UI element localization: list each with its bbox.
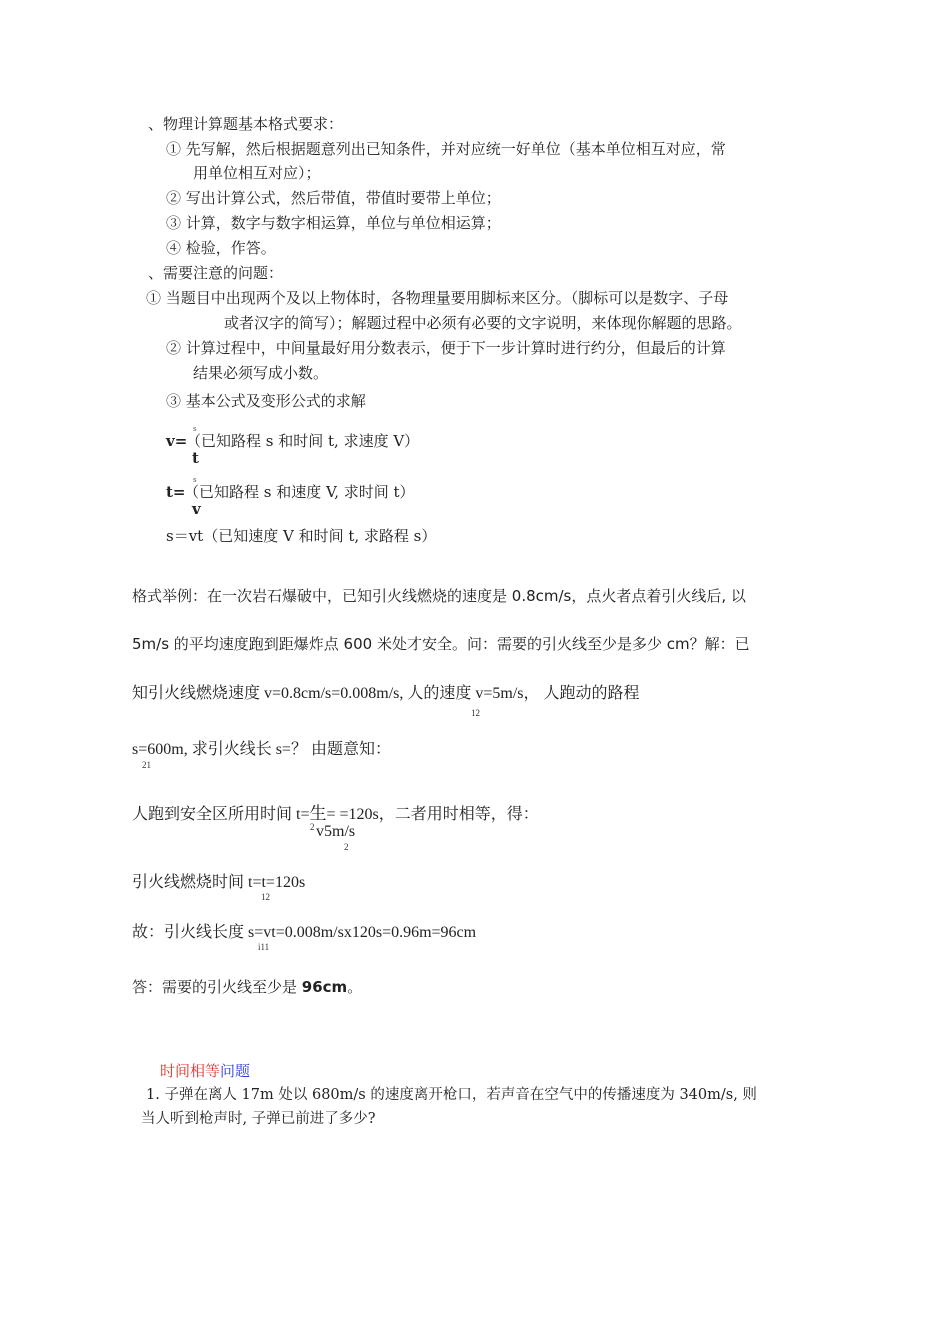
example-line-5-part-b: = =120s，二者用时相等，得： xyxy=(326,806,539,823)
example-line-5-part-a: 人跑到安全区所用时间 t= xyxy=(132,806,310,823)
example-answer-value: 96cm xyxy=(301,978,348,996)
section1-item-4: ④ 检验，作答。 xyxy=(166,239,276,257)
problem-1-line-1: 1. 子弹在离人 17m 处以 680m/s 的速度离开枪口，若声音在空气中的传播速度为 340m/s, 则 xyxy=(146,1087,757,1103)
section2-item-2-cont: 结果必须写成小数。 xyxy=(193,364,329,382)
section1-item-3: ③ 计算，数字与数字相运算，单位与单位相运算； xyxy=(166,214,501,232)
example-line-5-superscript: 2 xyxy=(310,822,315,832)
formula-v-numerator: s xyxy=(193,425,197,433)
section2-item-1: ① 当题目中出现两个及以上物体时，各物理量要用脚标来区分。（脚标可以是数字、子母 xyxy=(146,289,729,307)
example-answer-post: 。 xyxy=(347,978,363,996)
example-line-4-subscript: 21 xyxy=(142,760,151,770)
example-line-3: 知引火线燃烧速度 v=0.8cm/s=0.008m/s, 人的速度 v=5m/s， 人跑动的路程 xyxy=(132,685,640,702)
example-line-1: 格式举例：在一次岩石爆破中，已知引火线燃烧的速度是 0.8cm/s，点火者点着引火线后, 以 xyxy=(132,587,746,605)
section1-item-2: ② 写出计算公式，然后带值，带值时要带上单位； xyxy=(166,189,501,207)
example-line-6-subscript: 12 xyxy=(261,892,270,902)
example-answer xyxy=(132,978,362,996)
example-line-6: 引火线燃烧时间 t=t=120s xyxy=(132,874,306,891)
formula-t-lhs: t= xyxy=(166,483,186,501)
problems-title xyxy=(160,1062,250,1080)
section1-item-1: ① 先写解，然后根据题意列出已知条件，并对应统一好单位（基本单位相互对应，常 xyxy=(166,140,726,158)
formula-t-description: （已知路程 s 和速度 V, 求时间 t） xyxy=(184,483,415,501)
example-line-7: 故：引火线长度 s=vt=0.008m/sx120s=0.96m=96cm xyxy=(132,924,477,941)
example-line-5-denominator: v5m/s xyxy=(316,823,356,840)
example-line-2: 5m/s 的平均速度跑到距爆炸点 600 米处才安全。问：需要的引火线至少是多少 cm？解：已 xyxy=(132,635,750,653)
section1-item-1-cont: 用单位相互对应）； xyxy=(193,164,321,182)
example-line-4: s=600m, 求引火线长 s=？ 由题意知： xyxy=(132,741,391,758)
problem-1-line-2: 当人听到枪声时, 子弹已前进了多少? xyxy=(141,1111,376,1127)
example-line-7-subscript: i11 xyxy=(258,942,270,952)
section1-heading: 、物理计算题基本格式要求： xyxy=(148,115,344,133)
section2-heading: 、需要注意的问题： xyxy=(148,264,284,282)
section2-item-2: ② 计算过程中，中间量最好用分数表示，便于下一步计算时进行约分，但最后的计算 xyxy=(166,339,726,357)
example-line-5-subscript: 2 xyxy=(344,842,349,852)
formula-v-lhs: v= xyxy=(166,432,188,450)
example-answer-pre: 答：需要的引火线至少是 xyxy=(132,978,302,996)
formula-v-denominator: t xyxy=(192,449,199,467)
section2-item-1-cont: 或者汉字的简写）；解题过程中必须有必要的文字说明，来体现你解题的思路。 xyxy=(224,314,742,332)
formula-t-denominator: v xyxy=(192,500,201,518)
formula-t-numerator: s xyxy=(193,476,197,484)
problems-title-red: 时间相等 xyxy=(160,1062,221,1080)
formula-s: s＝vt（已知速度 V 和时间 t, 求路程 s） xyxy=(166,527,437,545)
section2-item-3: ③ 基本公式及变形公式的求解 xyxy=(166,392,366,410)
example-line-3-subscript: 12 xyxy=(471,708,480,718)
example-line-5-fraction-char: 生 xyxy=(309,804,327,824)
problems-title-blue: 问题 xyxy=(220,1062,251,1080)
formula-v-description: （已知路程 s 和时间 t, 求速度 V） xyxy=(186,432,420,450)
